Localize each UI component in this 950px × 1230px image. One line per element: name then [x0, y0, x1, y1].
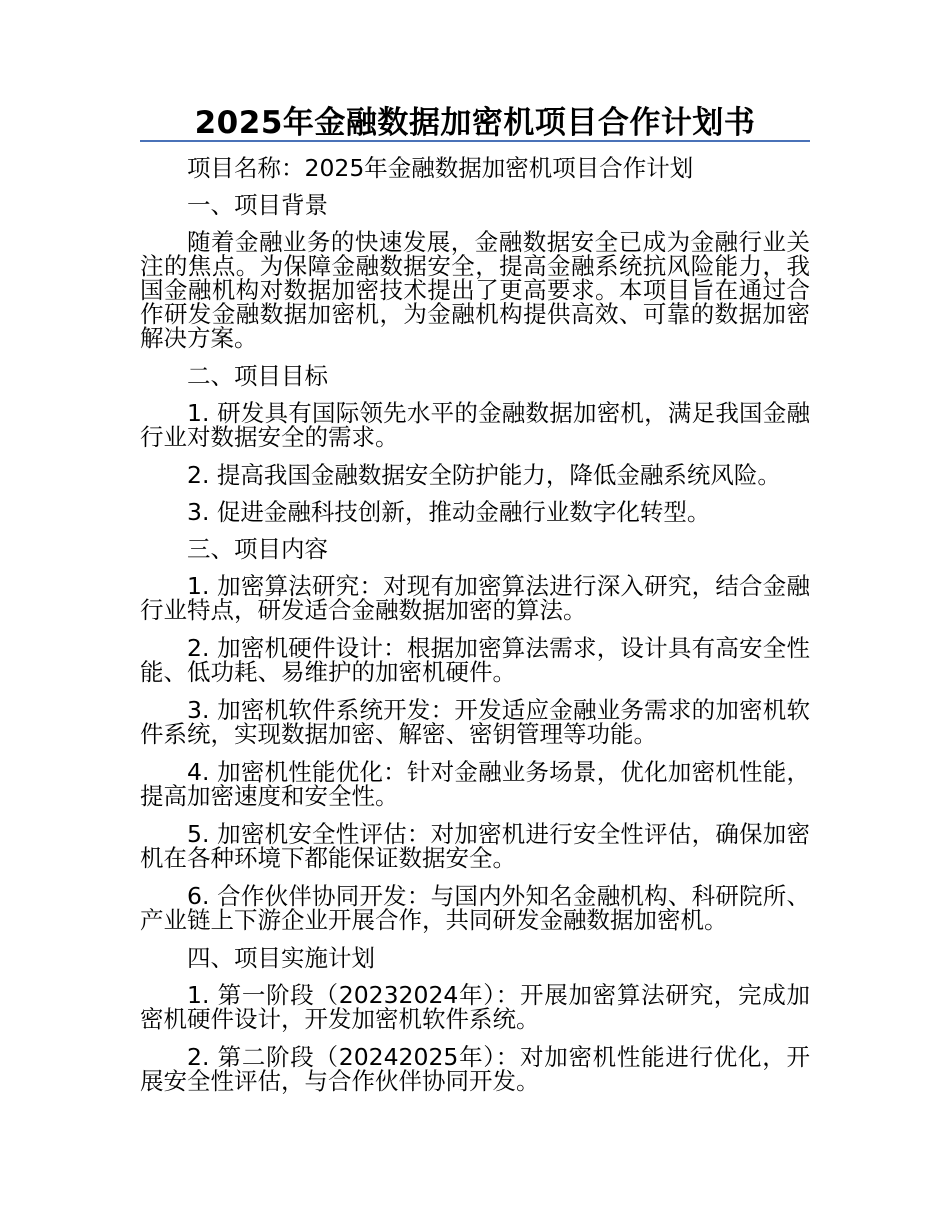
section-heading-goals: 二、项目目标 — [187, 362, 328, 390]
content-item: 4. 加密机性能优化：针对金融业务场景，优化加密机性能，提高加密速度和安全性。 — [140, 758, 810, 810]
project-name-line: 项目名称：2025年金融数据加密机项目合作计划 — [187, 154, 694, 182]
goal-item: 3. 促进金融科技创新，推动金融行业数字化转型。 — [187, 498, 711, 526]
plan-item: 2. 第二阶段（20242025年）：对加密机性能进行优化，开展安全性评估，与合作伙伴协同开发。 — [140, 1043, 810, 1095]
section-heading-content: 三、项目内容 — [187, 535, 328, 563]
content-item: 1. 加密算法研究：对现有加密算法进行深入研究，结合金融行业特点，研发适合金融数据加密的算法。 — [140, 572, 810, 624]
plan-item: 1. 第一阶段（20232024年）：开展加密算法研究，完成加密机硬件设计，开发加密机软件系统。 — [140, 981, 810, 1033]
background-paragraph: 随着金融业务的快速发展，金融数据安全已成为金融行业关注的焦点。为保障金融数据安全，提高金融系统抗风险能力，我国金融机构对数据加密技术提出了更高要求。本项目旨在通过合作研发金融数据加密机，为金融机构提供高效、可靠的数据加密解决方案。 — [140, 228, 810, 352]
document-body — [140, 156, 810, 1107]
content-item: 3. 加密机软件系统开发：开发适应金融业务需求的加密机软件系统，实现数据加密、解密、密钥管理等功能。 — [140, 696, 810, 748]
content-item: 5. 加密机安全性评估：对加密机进行安全性评估，确保加密机在各种环境下都能保证数据安全。 — [140, 820, 810, 872]
section-heading-plan: 四、项目实施计划 — [187, 944, 375, 972]
content-item: 2. 加密机硬件设计：根据加密算法需求，设计具有高安全性能、低功耗、易维护的加密机硬件。 — [140, 634, 810, 686]
title-underline — [140, 140, 810, 142]
goal-item: 2. 提高我国金融数据安全防护能力，降低金融系统风险。 — [187, 461, 781, 489]
section-heading-background: 一、项目背景 — [187, 191, 328, 219]
content-item: 6. 合作伙伴协同开发：与国内外知名金融机构、科研院所、产业链上下游企业开展合作，共同研发金融数据加密机。 — [140, 882, 810, 934]
goal-item: 1. 研发具有国际领先水平的金融数据加密机，满足我国金融行业对数据安全的需求。 — [140, 399, 810, 451]
document-title: 2025年金融数据加密机项目合作计划书 — [194, 105, 756, 141]
